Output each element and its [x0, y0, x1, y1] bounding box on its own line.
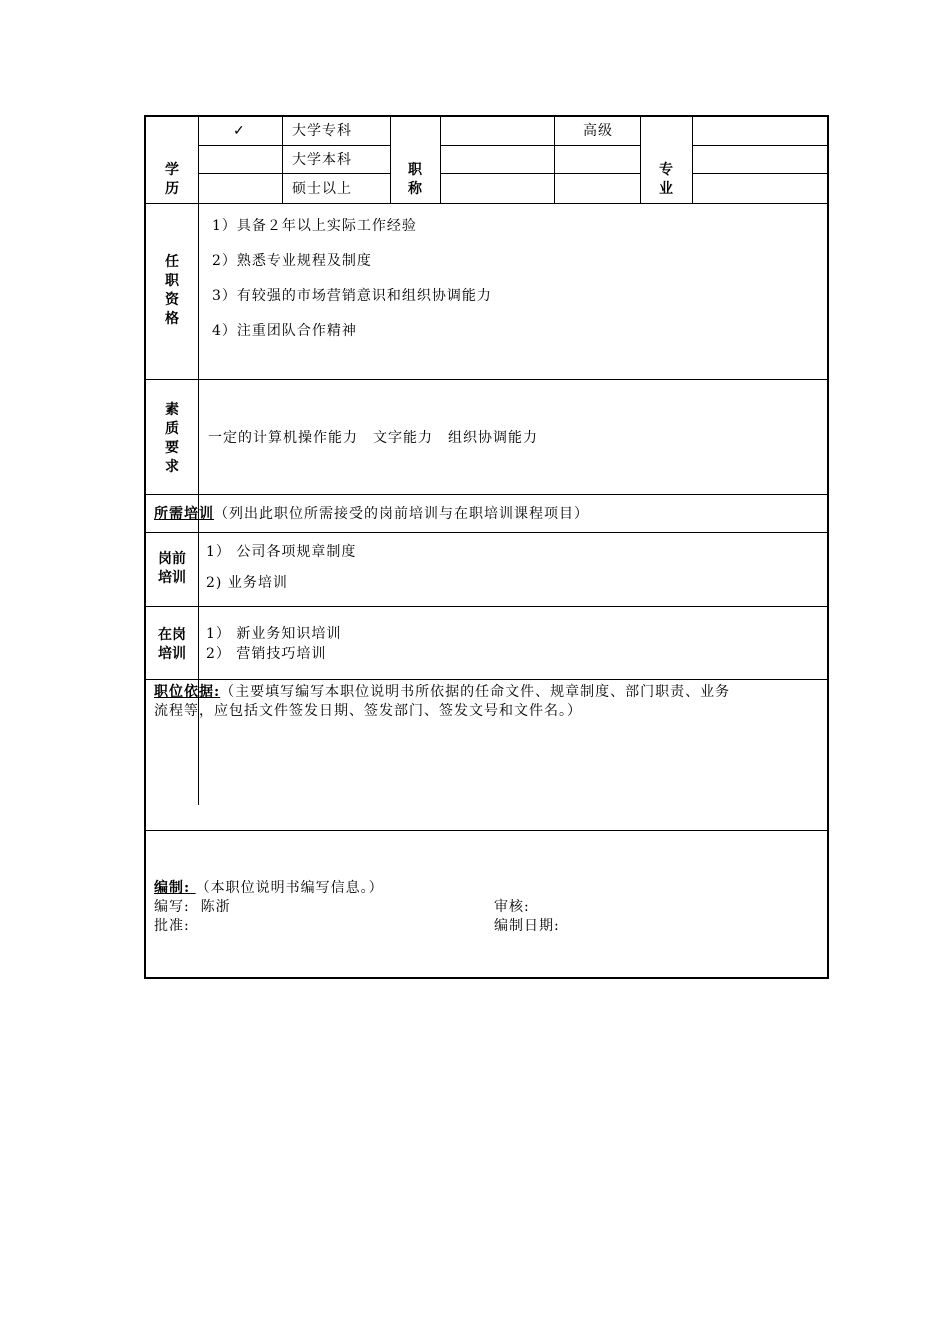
title-rank-label: 职称	[408, 162, 422, 197]
pre-job-item: 2) 业务培训	[206, 575, 288, 591]
approver-label: 批准:	[154, 918, 190, 934]
pre-job-item: 1） 公司各项规章制度	[206, 544, 357, 560]
row-divider	[198, 173, 390, 174]
title-rank-value: 高级	[583, 123, 613, 139]
col-divider	[692, 117, 693, 203]
major-label: 专业	[659, 162, 673, 197]
col-divider	[554, 117, 555, 203]
col-divider	[440, 117, 441, 203]
row-divider	[146, 203, 829, 204]
qualification-item: 4）注重团队合作精神	[212, 323, 357, 339]
job-description-table	[144, 115, 829, 979]
basis-line1: （主要填写编写本职位说明书所依据的任命文件、规章制度、部门职责、业务	[220, 684, 731, 700]
writer-row	[154, 897, 231, 917]
training-heading: 所需培训	[154, 506, 214, 522]
on-job-item: 1） 新业务知识培训	[206, 626, 342, 642]
row-divider	[440, 173, 640, 174]
row-divider	[146, 379, 829, 380]
compile-row	[154, 878, 384, 898]
check-mark-icon: ✓	[233, 123, 246, 139]
row-divider	[692, 145, 829, 146]
qualifications-label: 任职资格	[165, 254, 179, 327]
education-level-3: 硕士以上	[292, 181, 352, 197]
pre-job-training-label: 岗前培训	[158, 551, 186, 586]
education-label: 学历	[165, 162, 179, 197]
on-job-training-label: 在岗培训	[158, 627, 186, 662]
basis-line2: 流程等，应包括文件签发日期、签发部门、签发文号和文件名。）	[154, 703, 582, 719]
reviewer-label: 审核:	[494, 899, 530, 915]
basis-row	[154, 682, 730, 702]
row-divider	[146, 494, 829, 495]
qualification-item: 3）有较强的市场营销意识和组织协调能力	[212, 288, 492, 304]
row-divider	[198, 145, 390, 146]
qualification-item: 1）具备２年以上实际工作经验	[212, 218, 417, 234]
row-divider	[146, 830, 829, 831]
row-divider	[146, 606, 829, 607]
education-level-1: 大学专科	[292, 123, 352, 139]
training-note: （列出此职位所需接受的岗前培训与在职培训课程项目）	[214, 506, 589, 522]
row-divider	[440, 145, 640, 146]
writer-name: 陈浙	[200, 899, 231, 915]
col-divider	[640, 117, 641, 203]
education-level-2: 大学本科	[292, 152, 352, 168]
row-divider	[146, 532, 829, 533]
quality-label: 素质要求	[165, 402, 179, 475]
compile-heading: 编制:	[154, 880, 191, 896]
date-label: 编制日期:	[494, 918, 560, 934]
row-divider	[146, 679, 829, 680]
on-job-item: 2） 营销技巧培训	[206, 646, 327, 662]
col-divider	[282, 117, 283, 203]
quality-text: 一定的计算机操作能力 文字能力 组织协调能力	[208, 430, 538, 446]
row-divider	[692, 173, 829, 174]
basis-heading: 职位依据:	[154, 684, 221, 700]
qualification-item: 2）熟悉专业规程及制度	[212, 253, 372, 269]
col-divider	[390, 117, 391, 203]
writer-label: 编写:	[154, 899, 190, 915]
compile-note: （本职位说明书编写信息。）	[195, 880, 384, 896]
training-heading-row	[154, 504, 589, 524]
